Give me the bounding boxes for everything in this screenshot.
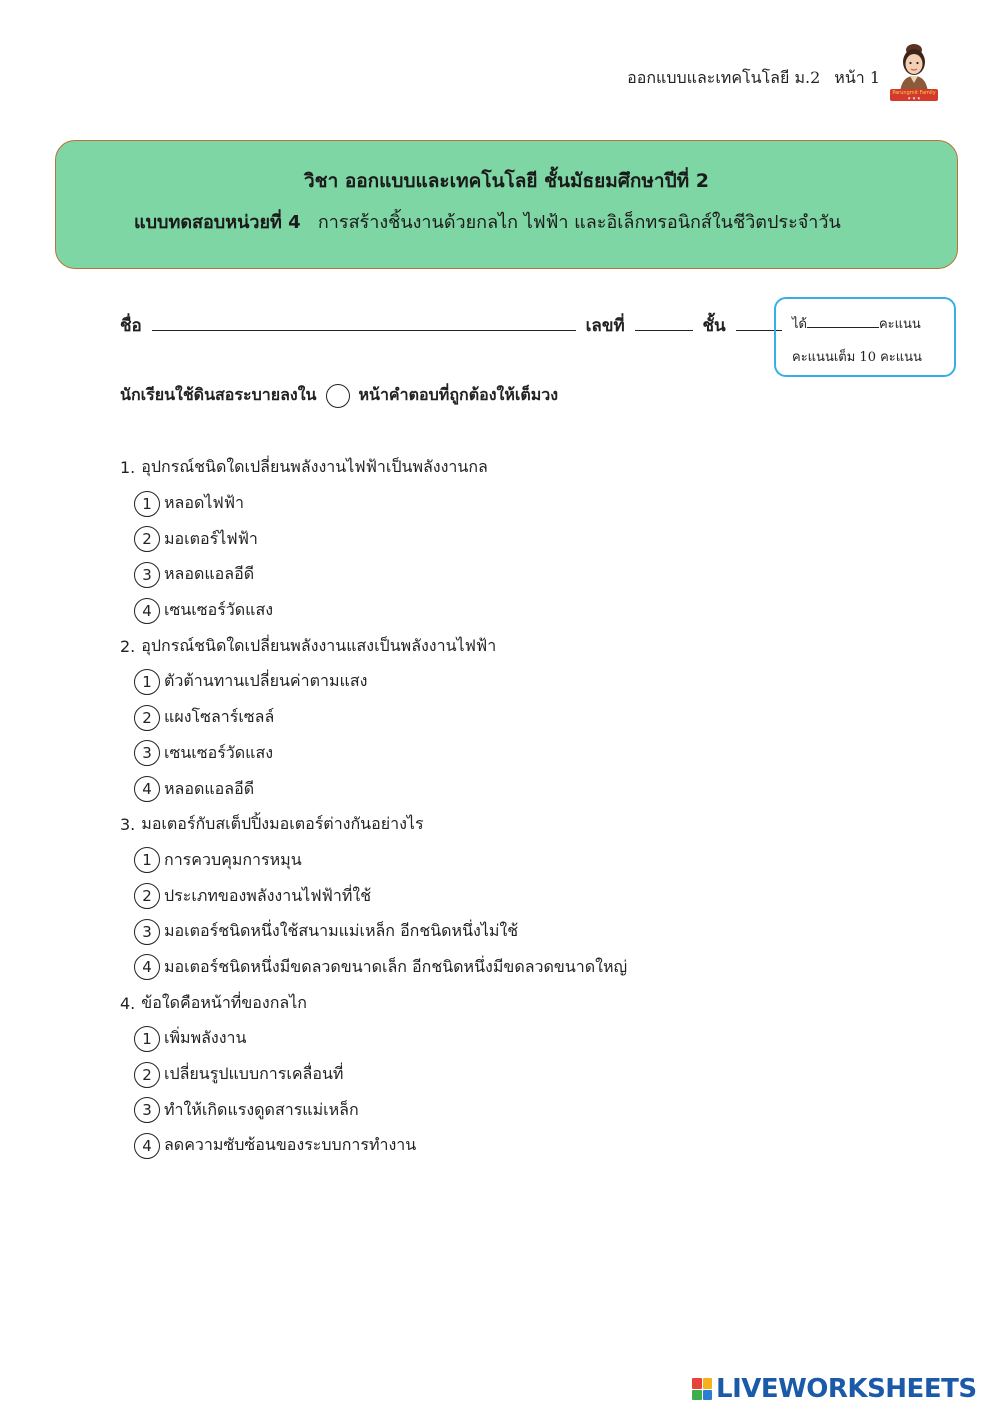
answer-bubble[interactable]: 4: [134, 954, 160, 980]
option-text: เซนเซอร์วัดแสง: [164, 742, 274, 762]
option-3-1[interactable]: [120, 843, 627, 879]
option-3-2[interactable]: [120, 878, 627, 914]
question-number: 3.: [120, 815, 136, 835]
option-text: เปลี่ยนรูปแบบการเคลื่อนที่: [164, 1064, 344, 1084]
option-text: มอเตอร์ชนิดหนึ่งมีขดลวดขนาดเล็ก อีกชนิดหนึ่งมีขดลวดขนาดใหญ่: [164, 956, 628, 976]
option-3-3[interactable]: [120, 914, 627, 950]
option-1-2[interactable]: [120, 521, 627, 557]
option-text: เซนเซอร์วัดแสง: [164, 600, 274, 620]
option-2-4[interactable]: [120, 771, 627, 807]
answer-bubble[interactable]: 1: [134, 1026, 160, 1052]
option-2-3[interactable]: [120, 736, 627, 772]
class-label: ชั้น: [702, 316, 726, 336]
option-3-4[interactable]: [120, 950, 627, 986]
question-text: อุปกรณ์ชนิดใดเปลี่ยนพลังงานไฟฟ้าเป็นพลังงานกล: [141, 457, 488, 477]
option-text: ประเภทของพลังงานไฟฟ้าที่ใช้: [164, 885, 372, 905]
unit-label: แบบทดสอบหน่วยที่ 4: [134, 212, 301, 233]
answer-bubble[interactable]: 2: [134, 526, 160, 552]
answer-bubble[interactable]: 2: [134, 1062, 160, 1088]
option-text: หลอดแอลอีดี: [164, 778, 255, 798]
option-1-3[interactable]: [120, 557, 627, 593]
answer-bubble[interactable]: 1: [134, 669, 160, 695]
svg-text:★ ★ ★: ★ ★ ★: [907, 95, 921, 101]
liveworksheets-logo: [692, 1374, 977, 1404]
answer-bubble[interactable]: 3: [134, 919, 160, 945]
option-text: เพิ่มพลังงาน: [164, 1028, 247, 1048]
answer-bubble[interactable]: 4: [134, 776, 160, 802]
unit-title: [134, 207, 947, 236]
number-field[interactable]: [635, 316, 693, 331]
question-number: 2.: [120, 636, 136, 656]
unit-topic: การสร้างชิ้นงานด้วยกลไก ไฟฟ้า และอิเล็กทรอนิกส์ในชีวิตประจำวัน: [317, 212, 841, 233]
question-text: อุปกรณ์ชนิดใดเปลี่ยนพลังงานแสงเป็นพลังงานไฟฟ้า: [141, 635, 497, 655]
question-text: ข้อใดคือหน้าที่ของกลไก: [141, 992, 307, 1012]
answer-bubble[interactable]: 4: [134, 598, 160, 624]
question-2: [120, 628, 627, 664]
answer-bubble[interactable]: 4: [134, 1133, 160, 1159]
option-1-1[interactable]: [120, 486, 627, 522]
answer-bubble[interactable]: 3: [134, 1097, 160, 1123]
answer-bubble[interactable]: 1: [134, 847, 160, 873]
option-text: แผงโซลาร์เซลล์: [164, 707, 275, 727]
title-banner: [55, 140, 958, 269]
answer-bubble[interactable]: 3: [134, 562, 160, 588]
option-text: ทำให้เกิดแรงดูดสารแม่เหล็ก: [164, 1099, 359, 1119]
page-header: [627, 66, 880, 91]
option-text: มอเตอร์ไฟฟ้า: [164, 528, 258, 548]
question-number: 1.: [120, 458, 136, 478]
number-label: เลขที่: [585, 316, 625, 336]
option-2-2[interactable]: [120, 700, 627, 736]
option-text: หลอดไฟฟ้า: [164, 493, 245, 513]
empty-circle-icon: [326, 384, 350, 408]
question-1: [120, 450, 627, 486]
option-text: หลอดแอลอีดี: [164, 564, 255, 584]
avatar-caption-text: Parungmit Family: [892, 90, 936, 96]
question-text: มอเตอร์กับสเต็ปปิ้งมอเตอร์ต่างกันอย่างไร: [141, 814, 424, 834]
question-4: [120, 985, 627, 1021]
option-4-3[interactable]: [120, 1092, 627, 1128]
liveworksheets-mark-icon: [692, 1378, 712, 1400]
answer-bubble[interactable]: 2: [134, 705, 160, 731]
header-subject: ออกแบบและเทคโนโลยี ม.2: [627, 68, 821, 87]
full-score-text: คะแนนเต็ม 10 คะแนน: [792, 350, 922, 365]
question-list: [120, 450, 627, 1164]
question-3: [120, 807, 627, 843]
answer-bubble[interactable]: 1: [134, 491, 160, 517]
answer-bubble[interactable]: 2: [134, 883, 160, 909]
instruction-after: หน้าคำตอบที่ถูกต้องให้เต็มวง: [358, 385, 559, 404]
instruction: [120, 383, 558, 408]
score-got-label: ได้: [792, 317, 807, 332]
brand-name: LIVEWORKSHEETS: [716, 1374, 977, 1404]
option-text: มอเตอร์ชนิดหนึ่งใช้สนามแม่เหล็ก อีกชนิดหนึ่งไม่ใช้: [164, 921, 519, 941]
option-text: ตัวต้านทานเปลี่ยนค่าตามแสง: [164, 671, 368, 691]
name-field[interactable]: [152, 316, 576, 331]
answer-bubble[interactable]: 3: [134, 740, 160, 766]
option-text: การควบคุมการหมุน: [164, 849, 302, 869]
option-4-1[interactable]: [120, 1021, 627, 1057]
teacher-avatar-logo: [886, 36, 942, 102]
option-text: ลดความซับซ้อนของระบบการทำงาน: [164, 1135, 417, 1155]
question-number: 4.: [120, 993, 136, 1013]
score-box: [774, 297, 956, 377]
instruction-before: นักเรียนใช้ดินสอระบายลงใน: [120, 385, 317, 404]
option-4-4[interactable]: [120, 1128, 627, 1164]
option-4-2[interactable]: [120, 1057, 627, 1093]
score-points-label: คะแนน: [878, 317, 921, 332]
score-field[interactable]: [807, 317, 879, 328]
subject-title: วิชา ออกแบบและเทคโนโลยี ชั้นมัธยมศึกษาปีที่ 2: [304, 170, 709, 192]
option-2-1[interactable]: [120, 664, 627, 700]
option-1-4[interactable]: [120, 593, 627, 629]
header-page-number: หน้า 1: [834, 68, 880, 87]
student-info-row: [120, 312, 786, 339]
name-label: ชื่อ: [120, 316, 142, 336]
